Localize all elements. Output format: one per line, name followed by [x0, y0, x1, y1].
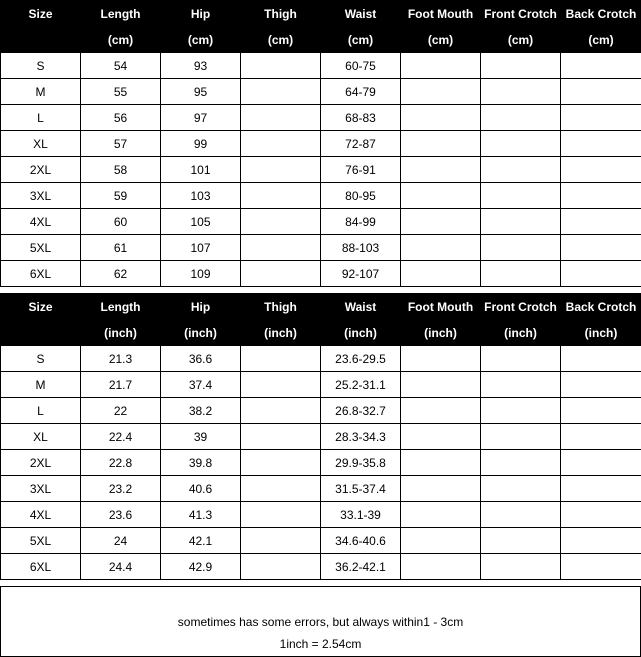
- table-cell: [241, 398, 321, 424]
- table-cell: 33.1-39: [321, 502, 401, 528]
- table-cell: [401, 79, 481, 105]
- unit-header: (inch): [401, 320, 481, 346]
- size-cell: 5XL: [1, 528, 81, 554]
- unit-header: (cm): [321, 27, 401, 53]
- table-cell: [401, 105, 481, 131]
- footer-note-box: [0, 586, 641, 657]
- table-cell: [241, 79, 321, 105]
- table-cell: [561, 502, 641, 528]
- table-cell: [401, 554, 481, 580]
- unit-header: (cm): [81, 27, 161, 53]
- unit-header: [1, 320, 81, 346]
- table-cell: [401, 53, 481, 79]
- table-cell: [481, 502, 561, 528]
- table-cell: 109: [161, 261, 241, 287]
- table-cell: [561, 424, 641, 450]
- table-cell: [401, 476, 481, 502]
- table-cell: [561, 450, 641, 476]
- size-cell: 5XL: [1, 235, 81, 261]
- table-row: [1, 53, 641, 79]
- column-header: Front Crotch: [481, 1, 561, 27]
- size-cell: 2XL: [1, 450, 81, 476]
- table-cell: [481, 79, 561, 105]
- table-cell: 57: [81, 131, 161, 157]
- table-cell: 37.4: [161, 372, 241, 398]
- size-cell: XL: [1, 131, 81, 157]
- table-cell: 31.5-37.4: [321, 476, 401, 502]
- table-cell: [481, 209, 561, 235]
- table-cell: [481, 398, 561, 424]
- table-cell: 21.7: [81, 372, 161, 398]
- table-cell: [401, 502, 481, 528]
- table-row: [1, 424, 641, 450]
- table-cell: [481, 346, 561, 372]
- size-cell: 6XL: [1, 554, 81, 580]
- unit-header: (inch): [161, 320, 241, 346]
- table-cell: 21.3: [81, 346, 161, 372]
- table-cell: [561, 53, 641, 79]
- table-cell: [481, 372, 561, 398]
- column-header: Length: [81, 294, 161, 320]
- size-cell: S: [1, 53, 81, 79]
- unit-header: (cm): [481, 27, 561, 53]
- table-cell: [241, 209, 321, 235]
- column-header: Hip: [161, 1, 241, 27]
- size-cell: M: [1, 79, 81, 105]
- table-row: [1, 554, 641, 580]
- table-row: [1, 346, 641, 372]
- table-cell: [401, 157, 481, 183]
- table-cell: 88-103: [321, 235, 401, 261]
- table-cell: [241, 450, 321, 476]
- size-cell: 4XL: [1, 502, 81, 528]
- table-cell: 22.4: [81, 424, 161, 450]
- unit-header: [1, 27, 81, 53]
- table-cell: 64-79: [321, 79, 401, 105]
- table-cell: [481, 554, 561, 580]
- table-row: [1, 502, 641, 528]
- table-cell: [241, 261, 321, 287]
- table-cell: 28.3-34.3: [321, 424, 401, 450]
- table-cell: 80-95: [321, 183, 401, 209]
- table-cell: 84-99: [321, 209, 401, 235]
- column-header: Waist: [321, 294, 401, 320]
- table-cell: 25.2-31.1: [321, 372, 401, 398]
- unit-header: (inch): [561, 320, 641, 346]
- table-cell: [561, 131, 641, 157]
- size-cell: 2XL: [1, 157, 81, 183]
- table-cell: 24: [81, 528, 161, 554]
- column-header: Size: [1, 294, 81, 320]
- table-cell: 95: [161, 79, 241, 105]
- table-cell: 23.2: [81, 476, 161, 502]
- table-cell: 60-75: [321, 53, 401, 79]
- table-cell: 105: [161, 209, 241, 235]
- table-cell: [481, 53, 561, 79]
- size-cell: 3XL: [1, 476, 81, 502]
- table-cell: [481, 261, 561, 287]
- table-cell: 61: [81, 235, 161, 261]
- table-cell: 39: [161, 424, 241, 450]
- table-cell: [401, 346, 481, 372]
- table-cell: [481, 131, 561, 157]
- table-cell: [401, 235, 481, 261]
- table-cell: 107: [161, 235, 241, 261]
- table-cell: 58: [81, 157, 161, 183]
- table-row: [1, 476, 641, 502]
- table-cell: 60: [81, 209, 161, 235]
- table-cell: [481, 476, 561, 502]
- table-cell: 41.3: [161, 502, 241, 528]
- table-cell: 42.1: [161, 528, 241, 554]
- table-row: [1, 372, 641, 398]
- table-cell: [401, 183, 481, 209]
- unit-header: (cm): [561, 27, 641, 53]
- table-cell: [241, 346, 321, 372]
- table-cell: 29.9-35.8: [321, 450, 401, 476]
- error-note: sometimes has some errors, but always within1 - 3cm: [177, 615, 464, 629]
- table-cell: 26.8-32.7: [321, 398, 401, 424]
- table-cell: [561, 372, 641, 398]
- unit-header: (cm): [241, 27, 321, 53]
- size-table-cm: [0, 0, 641, 287]
- table-cell: 97: [161, 105, 241, 131]
- size-cell: M: [1, 372, 81, 398]
- table-cell: [241, 372, 321, 398]
- table-row: [1, 157, 641, 183]
- table-cell: 42.9: [161, 554, 241, 580]
- table-cell: 101: [161, 157, 241, 183]
- size-cell: L: [1, 105, 81, 131]
- unit-row: [1, 320, 641, 346]
- table-cell: 99: [161, 131, 241, 157]
- table-cell: 36.2-42.1: [321, 554, 401, 580]
- table-cell: [561, 183, 641, 209]
- unit-header: (cm): [401, 27, 481, 53]
- size-cell: 6XL: [1, 261, 81, 287]
- table-cell: 23.6: [81, 502, 161, 528]
- table-row: [1, 450, 641, 476]
- table-row: [1, 79, 641, 105]
- size-cell: L: [1, 398, 81, 424]
- unit-header: (inch): [481, 320, 561, 346]
- size-cell: 4XL: [1, 209, 81, 235]
- table-cell: [481, 157, 561, 183]
- table-cell: [561, 105, 641, 131]
- table-cell: 62: [81, 261, 161, 287]
- table-cell: 36.6: [161, 346, 241, 372]
- table-cell: [481, 235, 561, 261]
- table-cell: [481, 528, 561, 554]
- table-cell: [561, 476, 641, 502]
- header-row: [1, 1, 641, 27]
- table-cell: [241, 235, 321, 261]
- column-header: Front Crotch: [481, 294, 561, 320]
- table-cell: 34.6-40.6: [321, 528, 401, 554]
- column-header: Waist: [321, 1, 401, 27]
- column-header: Thigh: [241, 1, 321, 27]
- table-cell: 55: [81, 79, 161, 105]
- table-cell: [401, 131, 481, 157]
- table-row: [1, 131, 641, 157]
- unit-header: (inch): [321, 320, 401, 346]
- table-cell: 38.2: [161, 398, 241, 424]
- table-cell: 56: [81, 105, 161, 131]
- table-row: [1, 209, 641, 235]
- table-cell: [401, 209, 481, 235]
- table-cell: [241, 502, 321, 528]
- size-cell: XL: [1, 424, 81, 450]
- table-cell: [561, 554, 641, 580]
- column-header: Foot Mouth: [401, 294, 481, 320]
- table-cell: [241, 131, 321, 157]
- table-cell: [561, 398, 641, 424]
- table-cell: [481, 450, 561, 476]
- table-cell: 103: [161, 183, 241, 209]
- table-cell: [561, 235, 641, 261]
- table-row: [1, 183, 641, 209]
- table-row: [1, 528, 641, 554]
- table-cell: [561, 346, 641, 372]
- conversion-note: 1inch = 2.54cm: [279, 637, 362, 651]
- column-header: Back Crotch: [561, 294, 641, 320]
- table-row: [1, 235, 641, 261]
- column-header: Thigh: [241, 294, 321, 320]
- table-row: [1, 398, 641, 424]
- table-cell: 92-107: [321, 261, 401, 287]
- table-cell: [401, 372, 481, 398]
- table-cell: 54: [81, 53, 161, 79]
- size-cell: 3XL: [1, 183, 81, 209]
- table-cell: 23.6-29.5: [321, 346, 401, 372]
- table-cell: 59: [81, 183, 161, 209]
- column-header: Back Crotch: [561, 1, 641, 27]
- table-cell: [401, 398, 481, 424]
- table-cell: [241, 554, 321, 580]
- table-cell: 68-83: [321, 105, 401, 131]
- table-cell: [561, 261, 641, 287]
- column-header: Length: [81, 1, 161, 27]
- unit-row: [1, 27, 641, 53]
- table-cell: 24.4: [81, 554, 161, 580]
- table-cell: [561, 209, 641, 235]
- table-cell: 76-91: [321, 157, 401, 183]
- table-cell: [241, 476, 321, 502]
- table-cell: [241, 157, 321, 183]
- table-cell: [561, 528, 641, 554]
- column-header: Size: [1, 1, 81, 27]
- table-cell: [481, 424, 561, 450]
- table-cell: 93: [161, 53, 241, 79]
- table-cell: [241, 528, 321, 554]
- unit-header: (inch): [241, 320, 321, 346]
- header-row: [1, 294, 641, 320]
- table-cell: 40.6: [161, 476, 241, 502]
- table-cell: [481, 105, 561, 131]
- size-cell: S: [1, 346, 81, 372]
- table-cell: [401, 450, 481, 476]
- table-row: [1, 261, 641, 287]
- table-cell: [241, 424, 321, 450]
- table-cell: [561, 157, 641, 183]
- table-cell: 72-87: [321, 131, 401, 157]
- unit-header: (cm): [161, 27, 241, 53]
- size-table-inch: [0, 293, 641, 580]
- table-cell: [481, 183, 561, 209]
- table-cell: [401, 261, 481, 287]
- table-cell: [401, 424, 481, 450]
- table-cell: [561, 79, 641, 105]
- table-cell: [241, 183, 321, 209]
- table-cell: [401, 528, 481, 554]
- column-header: Hip: [161, 294, 241, 320]
- table-cell: 22: [81, 398, 161, 424]
- table-cell: [241, 105, 321, 131]
- table-cell: [241, 53, 321, 79]
- table-row: [1, 105, 641, 131]
- column-header: Foot Mouth: [401, 1, 481, 27]
- unit-header: (inch): [81, 320, 161, 346]
- table-cell: 22.8: [81, 450, 161, 476]
- table-cell: 39.8: [161, 450, 241, 476]
